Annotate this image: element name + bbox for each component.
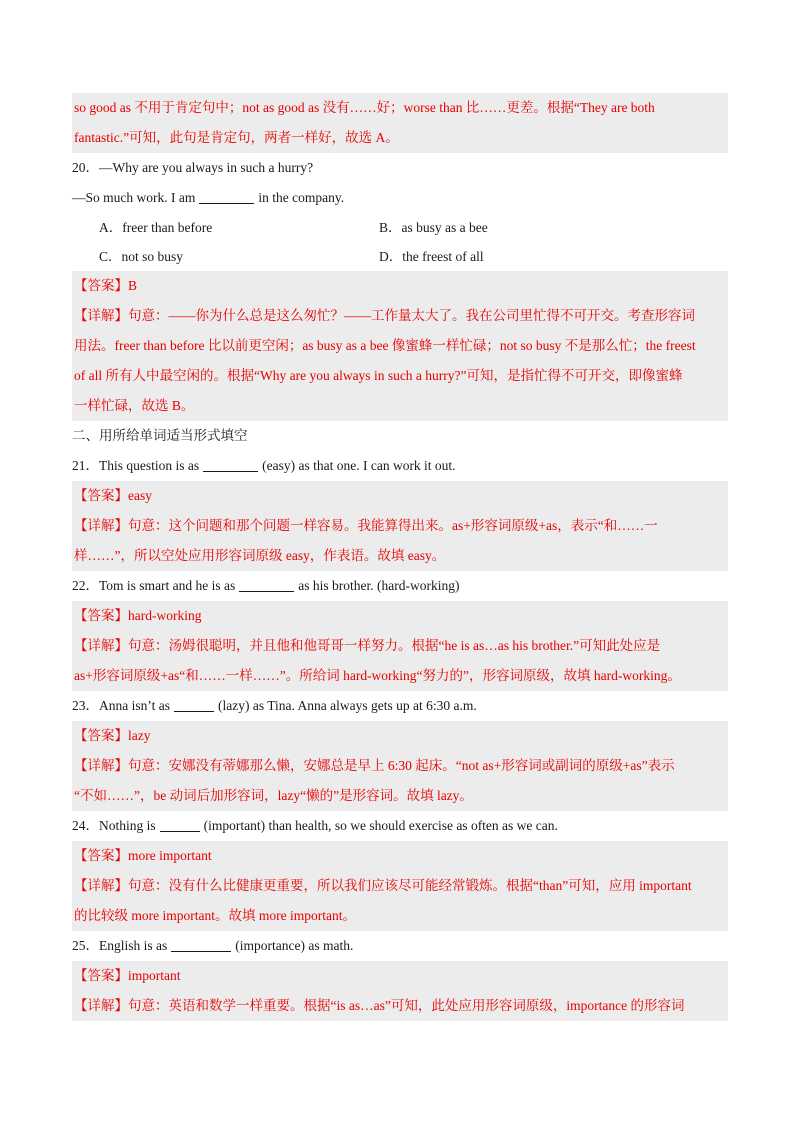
explanation-line: 【详解】句意：这个问题和那个问题一样容易。我能算得出来。as+形容词原级+as，表示“和……一 [72, 511, 728, 541]
question-text: 25．English is as [72, 938, 168, 953]
question-20-reply [72, 183, 728, 213]
answer-blank [199, 189, 254, 204]
explanation-line: 【详解】句意：没有什么比健康更重要，所以我们应该尽可能经常锻炼。根据“than”可知，应用 important [72, 871, 728, 901]
question-text: in the company. [258, 190, 345, 205]
question-text: 22．Tom is smart and he is as [72, 578, 236, 593]
option-b: B．as busy as a bee [379, 220, 488, 235]
option-c: C．not so busy [99, 249, 184, 264]
question-text: (easy) as that one. I can work it out. [262, 458, 456, 473]
question-text: 24．Nothing is [72, 818, 156, 833]
answer-line: 【答案】more important [72, 841, 728, 871]
explanation-line: 【详解】句意：英语和数学一样重要。根据“is as…as”可知，此处应用形容词原级，importance 的形容词 [72, 991, 728, 1021]
question-22 [72, 571, 728, 601]
explanation-line: “不如……”，be 动词后加形容词，lazy“懒的”是形容词。故填 lazy。 [72, 781, 728, 811]
question-20-stem: 20．—Why are you always in such a hurry? [72, 160, 314, 175]
explanation-line: 用法。freer than before 比以前更空闲；as busy as a bee 像蜜蜂一样忙碌；not so busy 不是那么忙；the freest [72, 331, 728, 361]
question-25 [72, 931, 728, 961]
answer-blank [160, 817, 200, 832]
question-text: (lazy) as Tina. Anna always gets up at 6:30 a.m. [218, 698, 477, 713]
explanation-line: 【详解】句意：汤姆很聪明，并且他和他哥哥一样努力。根据“he is as…as his brother.”可知此处应是 [72, 631, 728, 661]
question-text: —So much work. I am [72, 190, 196, 205]
explanation-line: so good as 不用于肯定句中；not as good as 没有……好；worse than 比……更差。根据“They are both [72, 93, 728, 123]
question-24 [72, 811, 728, 841]
answer-line: 【答案】B [72, 271, 728, 301]
option-d: D．the freest of all [379, 249, 484, 264]
document-page [72, 93, 728, 1021]
explanation-line: 的比较级 more important。故填 more important。 [72, 901, 728, 931]
explanation-line: as+形容词原级+as“和……一样……”。所给词 hard-working“努力的”，形容词原级，故填 hard-working。 [72, 661, 728, 691]
explanation-line: 【详解】句意：安娜没有蒂娜那么懒，安娜总是早上 6:30 起床。“not as+形容词或副词的原级+as”表示 [72, 751, 728, 781]
answer-blank [239, 577, 294, 592]
question-text: 23．Anna isn’t as [72, 698, 170, 713]
answer-blank [174, 697, 214, 712]
option-a: A．freer than before [99, 220, 213, 235]
question-23 [72, 691, 728, 721]
answer-line: 【答案】hard-working [72, 601, 728, 631]
explanation-line: 一样忙碌，故选 B。 [72, 391, 728, 421]
section-title: 二、用所给单词适当形式填空 [72, 428, 248, 443]
explanation-line: fantastic.”可知，此句是肯定句，两者一样好，故选 A。 [72, 123, 728, 153]
answer-line: 【答案】easy [72, 481, 728, 511]
question-text: 21．This question is as [72, 458, 200, 473]
answer-line: 【答案】important [72, 961, 728, 991]
answer-blank [171, 937, 231, 952]
question-text: (important) than health, so we should exercise as often as we can. [203, 818, 558, 833]
answer-line: 【答案】lazy [72, 721, 728, 751]
explanation-line: of all 所有人中最空闲的。根据“Why are you always in such a hurry?”可知，是指忙得不可开交，即像蜜蜂 [72, 361, 728, 391]
explanation-line: 样……”，所以空处应用形容词原级 easy，作表语。故填 easy。 [72, 541, 728, 571]
explanation-line: 【详解】句意：——你为什么总是这么匆忙？——工作量太大了。我在公司里忙得不可开交。考查形容词 [72, 301, 728, 331]
question-text: (importance) as math. [235, 938, 354, 953]
options-row [72, 242, 728, 271]
question-21 [72, 451, 728, 481]
question-text: as his brother. (hard-working) [298, 578, 460, 593]
options-row [72, 213, 728, 242]
answer-blank [203, 457, 258, 472]
